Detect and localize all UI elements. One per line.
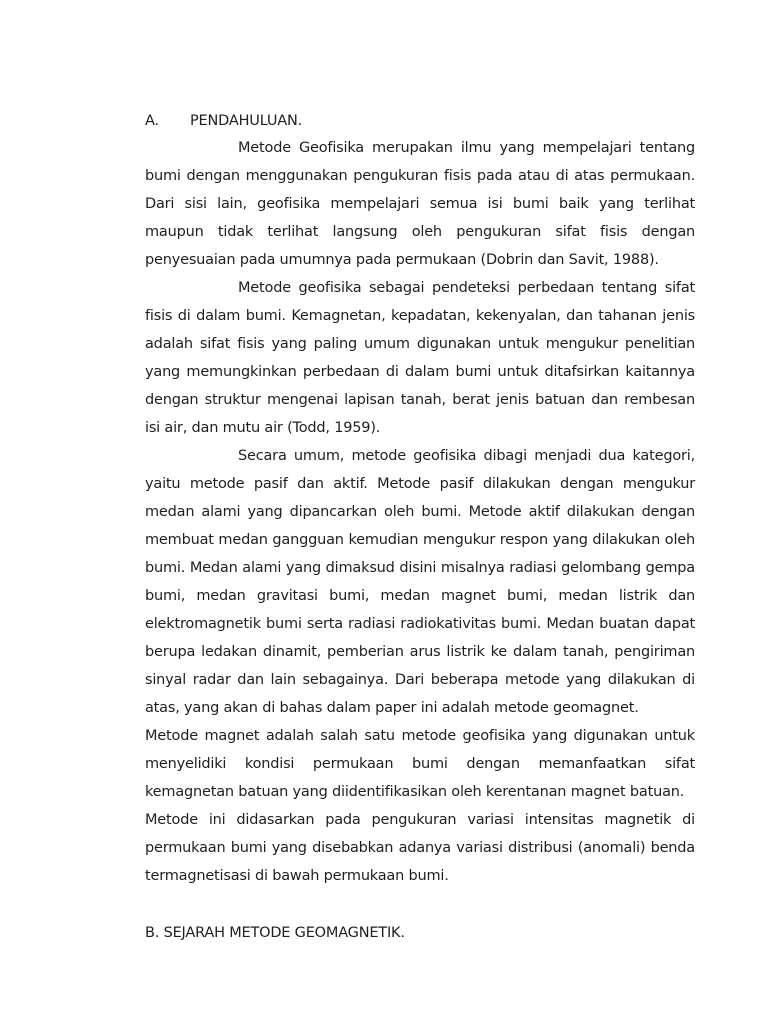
paragraph-1: Metode Geofisika merupakan ilmu yang mempelajari tentang bumi dengan menggunakan pengukuran fisis pada atau di atas permukaan. Dari sisi lain, geofisika mempelajari semua isi bumi baik yang terlihat maupun tidak terlihat langsung oleh pengukuran sifat fisis dengan penyesuaian pada umumnya pada permukaan (Dobrin dan Savit, 1988). [145,140,695,268]
paragraph-5: Metode ini didasarkan pada pengukuran variasi intensitas magnetik di permukaan bumi yang disebabkan adanya variasi distribusi (anomali) benda termagnetisasi di bawah permukaan bumi. [145,812,695,884]
section-a-title: PENDAHULUAN. [190,113,303,129]
paragraph-3: Secara umum, metode geofisika dibagi menjadi dua kategori, yaitu metode pasif dan aktif. Metode pasif dilakukan dengan mengukur medan alami yang dipancarkan oleh bumi. Metode aktif dilakukan dengan membuat medan gangguan kemudian mengukur respon yang dilakukan oleh bumi. Medan alami yang dimaksud disini misalnya radiasi gelombang gempa bumi, medan gravitasi bumi, medan magnet bumi, medan listrik dan elektromagnetik bumi serta radiasi radiokativitas bumi. Medan buatan dapat berupa ledakan dinamit, pemberian arus listrik ke dalam tanah, pengiriman sinyal radar dan lain sebagainya. Dari beberapa metode yang dilakukan di atas, yang akan di bahas dalam paper ini adalah metode geomagnet. [145,448,695,716]
section-a-heading [145,108,695,134]
section-spacer [145,890,695,920]
section-b-heading: B. SEJARAH METODE GEOMAGNETIK. [145,925,405,941]
document-body [145,108,695,946]
paragraph-4: Metode magnet adalah salah satu metode geofisika yang digunakan untuk menyelidiki kondisi permukaan bumi dengan memanfaatkan sifat kemagnetan batuan yang diidentifikasikan oleh kerentanan magnet batuan. [145,728,695,800]
paragraph-2: Metode geofisika sebagai pendeteksi perbedaan tentang sifat fisis di dalam bumi. Kemagnetan, kepadatan, kekenyalan, dan tahanan jenis adalah sifat fisis yang paling umum digunakan untuk mengukur penelitian yang memungkinkan perbedaan di dalam bumi untuk ditafsirkan kaitannya dengan struktur mengenai lapisan tanah, berat jenis batuan dan rembesan isi air, dan mutu air (Todd, 1959). [145,280,695,436]
section-a-marker: A. [145,113,159,129]
